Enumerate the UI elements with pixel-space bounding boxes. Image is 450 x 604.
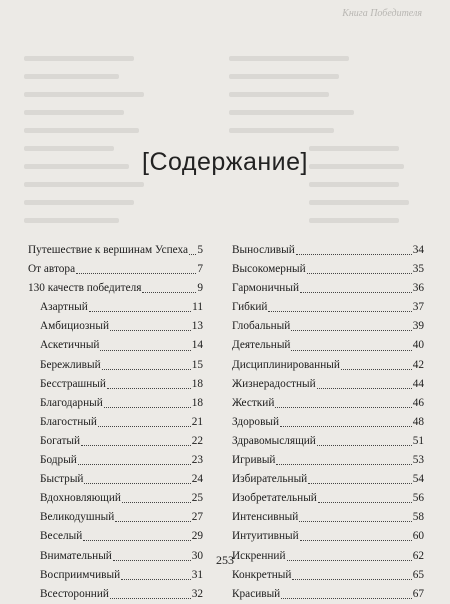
toc-entry-page: 7 [197, 263, 203, 276]
dot-leader [276, 464, 411, 465]
toc-entry-label: Здравомыслящий [232, 434, 316, 447]
toc-entry-label: Глобальный [232, 320, 291, 333]
toc-entry [28, 585, 203, 604]
toc-entry-page: 24 [191, 473, 203, 486]
toc-entry-page: 22 [191, 434, 203, 447]
dot-leader [291, 350, 411, 351]
toc-entry-page: 34 [412, 244, 424, 256]
toc-entry-page: 56 [412, 492, 424, 505]
toc-entry [232, 241, 424, 260]
toc-entry-page: 42 [412, 358, 424, 371]
dot-leader [104, 407, 191, 408]
toc-entry [232, 489, 424, 508]
dot-leader [296, 254, 412, 255]
toc-entry-label: Бесстрашный [40, 377, 106, 390]
toc-entry [232, 432, 424, 451]
toc-entry [232, 413, 424, 432]
toc-entry-label: Здоровый [232, 415, 280, 428]
toc-entry-label: Веселый [40, 530, 83, 543]
dot-leader [268, 311, 411, 312]
toc-entry [28, 298, 203, 317]
toc-entry-label: Искренний [232, 549, 286, 562]
dot-leader [89, 311, 191, 312]
dot-leader [142, 292, 196, 293]
toc-entry [28, 356, 203, 375]
toc-entry [232, 375, 424, 394]
dot-leader [299, 521, 411, 522]
toc-entry-label: Всесторонний [40, 587, 109, 600]
toc-entry [232, 470, 424, 489]
dot-leader [189, 254, 196, 255]
toc-entry-page: 14 [191, 339, 203, 352]
toc-entry [28, 566, 203, 585]
toc-entry-label: Игривый [232, 454, 276, 467]
toc-entry [232, 279, 424, 298]
toc-entry-label: Интенсивный [232, 511, 299, 524]
toc-entry-label: От автора [28, 263, 76, 276]
dot-leader [81, 445, 191, 446]
toc-entry-page: 54 [412, 473, 424, 486]
toc-entry [232, 356, 424, 375]
toc-entry-page: 39 [412, 320, 424, 333]
bleed-through-text [24, 56, 424, 231]
toc-entry-page: 21 [191, 415, 203, 428]
dot-leader [300, 540, 412, 541]
dot-leader [341, 369, 412, 370]
toc-entry-page: 23 [191, 454, 203, 467]
toc-entry-page: 51 [412, 434, 424, 447]
toc-entry-page: 18 [191, 377, 203, 390]
toc-entry [28, 413, 203, 432]
dot-leader [318, 502, 412, 503]
toc-entry-page: 53 [412, 454, 424, 467]
toc-entry [28, 375, 203, 394]
toc-right-column [232, 241, 424, 604]
toc-entry-page: 5 [197, 244, 203, 256]
dot-leader [275, 407, 411, 408]
toc-entry-page: 31 [191, 568, 203, 581]
dot-leader [83, 540, 190, 541]
toc-entry-label: Бережливый [40, 358, 101, 371]
toc-entry-page: 65 [412, 568, 424, 581]
toc-entry-label: Азартный [40, 301, 88, 314]
toc-entry-label: Красивый [232, 587, 281, 600]
toc-entry [232, 566, 424, 585]
toc-entry-label: Аскетичный [40, 339, 100, 352]
toc-entry-label: Амбициозный [40, 320, 109, 333]
toc-entry-page: 62 [412, 549, 424, 562]
toc-entry [232, 394, 424, 413]
toc-entry-page: 15 [191, 358, 203, 371]
toc-entry-page: 27 [191, 511, 203, 524]
toc-entry-page: 40 [412, 339, 424, 352]
toc-entry-label: 130 качеств победителя [28, 282, 142, 295]
dot-leader [308, 483, 411, 484]
toc-entry-page: 25 [191, 492, 203, 505]
toc-entry-label: Интуитивный [232, 530, 299, 543]
running-header: Книга Победителя [342, 8, 422, 19]
dot-leader [107, 388, 191, 389]
dot-leader [110, 598, 191, 599]
toc-entry [28, 489, 203, 508]
toc-entry-label: Изобретательный [232, 492, 317, 505]
toc-entry-page: 46 [412, 396, 424, 409]
toc-entry-label: Восприимчивый [40, 568, 121, 581]
toc-entry [28, 527, 203, 546]
dot-leader [300, 292, 412, 293]
dot-leader [317, 388, 412, 389]
toc-entry-label: Великодушный [40, 511, 115, 524]
toc-entry-label: Вдохновляющий [40, 492, 121, 505]
toc-entry-label: Высокомерный [232, 263, 306, 276]
toc-entry-label: Бодрый [40, 454, 77, 467]
dot-leader [84, 483, 190, 484]
toc-entry-page: 9 [197, 282, 203, 295]
toc-entry [28, 451, 203, 470]
toc-entry [232, 260, 424, 279]
toc-entry [232, 336, 424, 355]
dot-leader [121, 579, 191, 580]
toc-entry-label: Жизнерадостный [232, 377, 316, 390]
dot-leader [115, 521, 190, 522]
dot-leader [98, 426, 191, 427]
toc-entry-label: Жесткий [232, 396, 275, 409]
dot-leader [102, 369, 191, 370]
dot-leader [78, 464, 191, 465]
dot-leader [122, 502, 191, 503]
toc-entry-page: 29 [191, 530, 203, 543]
toc-entry-page: 30 [191, 549, 203, 562]
page-title: [Содержание] [142, 148, 308, 176]
toc-entry-page: 13 [191, 320, 203, 333]
page-number: 253 [216, 553, 234, 567]
toc-entry-label: Гибкий [232, 301, 268, 314]
toc-left-column [28, 241, 203, 604]
toc-entry-page: 18 [191, 396, 203, 409]
toc-entry [28, 241, 203, 260]
dot-leader [281, 598, 411, 599]
dot-leader [76, 273, 196, 274]
toc-entry-page: 36 [412, 282, 424, 295]
toc-entry-page: 35 [412, 263, 424, 276]
toc-entry-page: 60 [412, 530, 424, 543]
toc-entry [28, 336, 203, 355]
toc-entry [232, 451, 424, 470]
toc-entry [232, 317, 424, 336]
toc-entry-page: 58 [412, 511, 424, 524]
toc-entry [28, 432, 203, 451]
toc-entry-page: 67 [412, 587, 424, 600]
dot-leader [291, 330, 411, 331]
dot-leader [292, 579, 411, 580]
toc-entry-page: 37 [412, 301, 424, 314]
toc-entry-label: Выносливый [232, 244, 295, 256]
toc-entry-label: Конкретный [232, 568, 292, 581]
toc-entry-label: Гармоничный [232, 282, 299, 295]
toc-entry [28, 317, 203, 336]
toc-entry-label: Благостный [40, 415, 97, 428]
dot-leader [100, 350, 190, 351]
toc-entry-label: Путешествие к вершинам Успеха [28, 244, 189, 256]
toc-entry-label: Благодарный [40, 396, 103, 409]
toc-entry-label: Дисциплинированный [232, 358, 340, 371]
toc-entry [232, 508, 424, 527]
toc-entry-page: 11 [192, 301, 203, 314]
toc-entry [28, 260, 203, 279]
dot-leader [307, 273, 412, 274]
toc-entry-label: Деятельный [232, 339, 291, 352]
toc-entry [232, 527, 424, 546]
toc-entry-label: Быстрый [40, 473, 84, 486]
toc-entry [28, 279, 203, 298]
toc-entry [28, 508, 203, 527]
toc-entry-label: Богатый [40, 434, 81, 447]
toc-entry-page: 32 [191, 587, 203, 600]
toc-entry [232, 298, 424, 317]
toc-entry [232, 585, 424, 604]
dot-leader [280, 426, 412, 427]
toc-entry-page: 44 [412, 377, 424, 390]
dot-leader [110, 330, 191, 331]
toc-entry-label: Избирательный [232, 473, 308, 486]
toc-entry-page: 48 [412, 415, 424, 428]
toc-entry-label: Внимательный [40, 549, 112, 562]
toc-entry [28, 394, 203, 413]
toc-entry [28, 470, 203, 489]
dot-leader [317, 445, 412, 446]
